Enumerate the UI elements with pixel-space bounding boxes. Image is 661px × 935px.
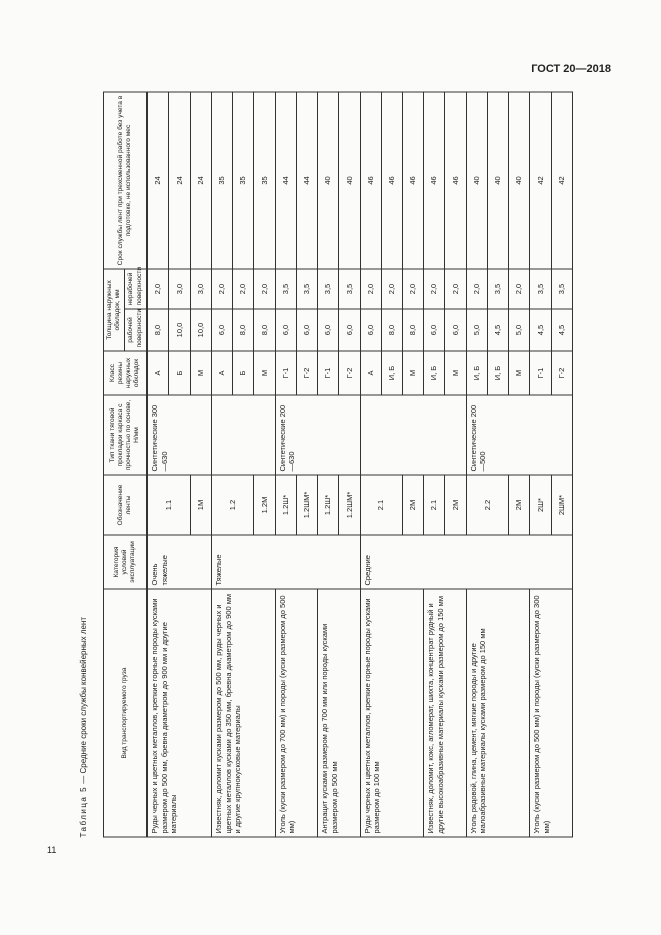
working-cell: 8,0	[381, 309, 402, 351]
material-cell: Антрацит кусками размером до 700 мм или породы кусками размером до 500 мм	[318, 589, 360, 837]
rubber-cell: И, Б	[487, 351, 508, 395]
nonworking-cell: 3,5	[318, 269, 339, 309]
rubber-cell: Г-2	[551, 351, 572, 395]
nonworking-cell: 2,0	[233, 269, 254, 309]
nonworking-cell: 2,0	[381, 269, 402, 309]
nonworking-cell: 3,5	[551, 269, 572, 309]
working-cell: 4,5	[551, 309, 572, 351]
category-cell: Тяжелые	[211, 535, 360, 589]
standard-number: ГОСТ 20—2018	[531, 63, 611, 75]
life-cell: 35	[211, 92, 232, 269]
material-cell: Известняк, доломит, кокс, агломерат, шихта, концентрат рудный и другие высокоабразивные материалы кусками размером до 150 мм	[424, 589, 466, 837]
rubber-cell: И, Б	[381, 351, 402, 395]
designation-cell: 2ШМ*	[551, 475, 572, 535]
working-cell: 10,0	[169, 309, 190, 351]
designation-cell: 2.2	[466, 475, 508, 535]
working-cell: 4,5	[530, 309, 551, 351]
working-cell: 10,0	[190, 309, 211, 351]
rubber-cell: М	[445, 351, 466, 395]
rubber-cell: Г-1	[275, 351, 296, 395]
header-rubber-class: Класс резины наружных обкладок	[104, 351, 147, 395]
working-cell: 8,0	[233, 309, 254, 351]
life-cell: 40	[318, 92, 339, 269]
working-cell: 5,0	[466, 309, 487, 351]
rubber-cell: М	[509, 351, 530, 395]
life-cell: 40	[339, 92, 360, 269]
life-cell: 24	[169, 92, 190, 269]
life-cell: 46	[381, 92, 402, 269]
designation-cell: 1.1	[147, 475, 190, 535]
material-cell: Руды черных и цветных металлов, крепкие горные породы кусками размером до 100 мм	[360, 589, 424, 837]
life-cell: 35	[233, 92, 254, 269]
nonworking-cell: 2,0	[147, 269, 169, 309]
table-title	[79, 617, 88, 838]
designation-cell: 1.2Ш*	[318, 475, 339, 535]
rubber-cell: Б	[233, 351, 254, 395]
life-cell: 40	[466, 92, 487, 269]
designation-cell: 1.2М	[254, 475, 275, 535]
nonworking-cell: 3,0	[190, 269, 211, 309]
rubber-cell: М	[402, 351, 423, 395]
fabric-cell-empty	[211, 395, 275, 475]
working-cell: 8,0	[402, 309, 423, 351]
table-row	[360, 92, 381, 837]
rubber-cell: А	[147, 351, 169, 395]
life-cell: 44	[275, 92, 296, 269]
nonworking-cell: 2,0	[360, 269, 381, 309]
designation-cell: 2М	[509, 475, 530, 535]
working-cell: 6,0	[296, 309, 317, 351]
fabric-cell: Синтетические 300—630	[147, 395, 211, 475]
nonworking-cell: 2,0	[445, 269, 466, 309]
designation-cell: 1.2ШМ*	[296, 475, 317, 535]
life-cell: 46	[402, 92, 423, 269]
table-row	[275, 92, 296, 837]
designation-cell: 2.1	[424, 475, 445, 535]
header-life: Срок службы лент при трехсменной работе без учета в подготовке, не использованного мес	[104, 92, 147, 269]
header-working: рабочей поверхности	[125, 309, 147, 351]
fabric-cell: Синтетические 200—500	[466, 395, 572, 475]
life-cell: 44	[296, 92, 317, 269]
rubber-cell: Г-1	[318, 351, 339, 395]
life-cell: 40	[509, 92, 530, 269]
table-body	[147, 92, 573, 837]
rubber-cell: М	[190, 351, 211, 395]
nonworking-cell: 2,0	[211, 269, 232, 309]
material-cell: Уголь рядовой, глина, цемент, мягкие породы и другие малоабразивные материалы кусками размером до 150 мм	[466, 589, 530, 837]
life-cell: 42	[530, 92, 551, 269]
header-material: Вид транспортируемого груза	[104, 589, 147, 837]
designation-cell: 1.2Ш*	[275, 475, 296, 535]
material-cell: Руды черных и цветных металлов, крепкие горные породы кусками размером до 500 мм, бревна диаметром до 900 мм и другие материалы	[147, 589, 211, 837]
working-cell: 6,0	[424, 309, 445, 351]
page-number: 11	[47, 845, 57, 855]
rubber-cell: Г-2	[339, 351, 360, 395]
working-cell: 6,0	[445, 309, 466, 351]
material-cell: Уголь (куски размером до 700 мм) и породы (куски размером до 500 мм)	[275, 589, 317, 837]
fabric-cell-empty	[360, 395, 466, 475]
header-category: Категория условий эксплуатации	[104, 535, 147, 589]
material-cell: Известняк, доломит кусками размером до 500 мм, руды черных и цветных металлов кусками до 350 мм, бревна диаметром до 900 мм и другие крупнокусковые материалы	[211, 589, 275, 837]
life-cell: 40	[487, 92, 508, 269]
nonworking-cell: 2,0	[254, 269, 275, 309]
designation-cell: 2М	[445, 475, 466, 535]
table-row	[466, 92, 487, 837]
nonworking-cell: 3,5	[339, 269, 360, 309]
designation-cell: 1М	[190, 475, 211, 535]
header-nonworking: нерабочей поверхности	[125, 269, 147, 309]
working-cell: 8,0	[254, 309, 275, 351]
nonworking-cell: 2,0	[424, 269, 445, 309]
nonworking-cell: 3,0	[169, 269, 190, 309]
designation-cell: 2М	[402, 475, 423, 535]
rubber-cell: Б	[169, 351, 190, 395]
nonworking-cell: 2,0	[466, 269, 487, 309]
nonworking-cell: 3,5	[275, 269, 296, 309]
life-cell: 35	[254, 92, 275, 269]
life-cell: 24	[147, 92, 169, 269]
category-cell: Средние	[360, 535, 573, 589]
service-life-table	[103, 92, 573, 838]
nonworking-cell: 3,5	[296, 269, 317, 309]
life-cell: 24	[190, 92, 211, 269]
designation-cell: 2Ш*	[530, 475, 551, 535]
rubber-cell: А	[211, 351, 232, 395]
designation-cell: 1.2ШМ*	[339, 475, 360, 535]
rubber-cell: Г-2	[296, 351, 317, 395]
category-cell: Очень тяжелые	[147, 535, 211, 589]
table-row	[211, 92, 232, 837]
header-fabric: Тип ткани тяговой прокладки каркаса с прочностью по основе, Н/мм	[104, 395, 147, 475]
working-cell: 6,0	[318, 309, 339, 351]
working-cell: 6,0	[339, 309, 360, 351]
table-title-prefix: Таблица 5	[79, 785, 88, 838]
rubber-cell: А	[360, 351, 381, 395]
working-cell: 8,0	[147, 309, 169, 351]
nonworking-cell: 3,5	[530, 269, 551, 309]
rubber-cell: И, Б	[466, 351, 487, 395]
rotated-table-block	[77, 93, 583, 838]
working-cell: 4,5	[487, 309, 508, 351]
life-cell: 46	[445, 92, 466, 269]
designation-cell: 1.2	[211, 475, 253, 535]
nonworking-cell: 2,0	[509, 269, 530, 309]
rubber-cell: И, Б	[424, 351, 445, 395]
fabric-cell: Синтетические 200—630	[275, 395, 360, 475]
rubber-cell: М	[254, 351, 275, 395]
life-cell: 42	[551, 92, 572, 269]
material-cell: Уголь (куски размером до 500 мм) и породы (куски размером до 300 мм)	[530, 589, 573, 837]
working-cell: 5,0	[509, 309, 530, 351]
nonworking-cell: 2,0	[402, 269, 423, 309]
nonworking-cell: 3,5	[487, 269, 508, 309]
working-cell: 6,0	[211, 309, 232, 351]
life-cell: 46	[360, 92, 381, 269]
table-row	[147, 92, 169, 837]
table-title-text: — Средние сроки службы конвейерных лент	[79, 616, 88, 786]
designation-cell: 2.1	[360, 475, 402, 535]
life-cell: 46	[424, 92, 445, 269]
working-cell: 6,0	[360, 309, 381, 351]
header-thickness: Толщина наружных обкладок, мм	[104, 269, 125, 351]
rubber-cell: Г-1	[530, 351, 551, 395]
header-designation: Обозначение ленты	[104, 475, 147, 535]
working-cell: 6,0	[275, 309, 296, 351]
